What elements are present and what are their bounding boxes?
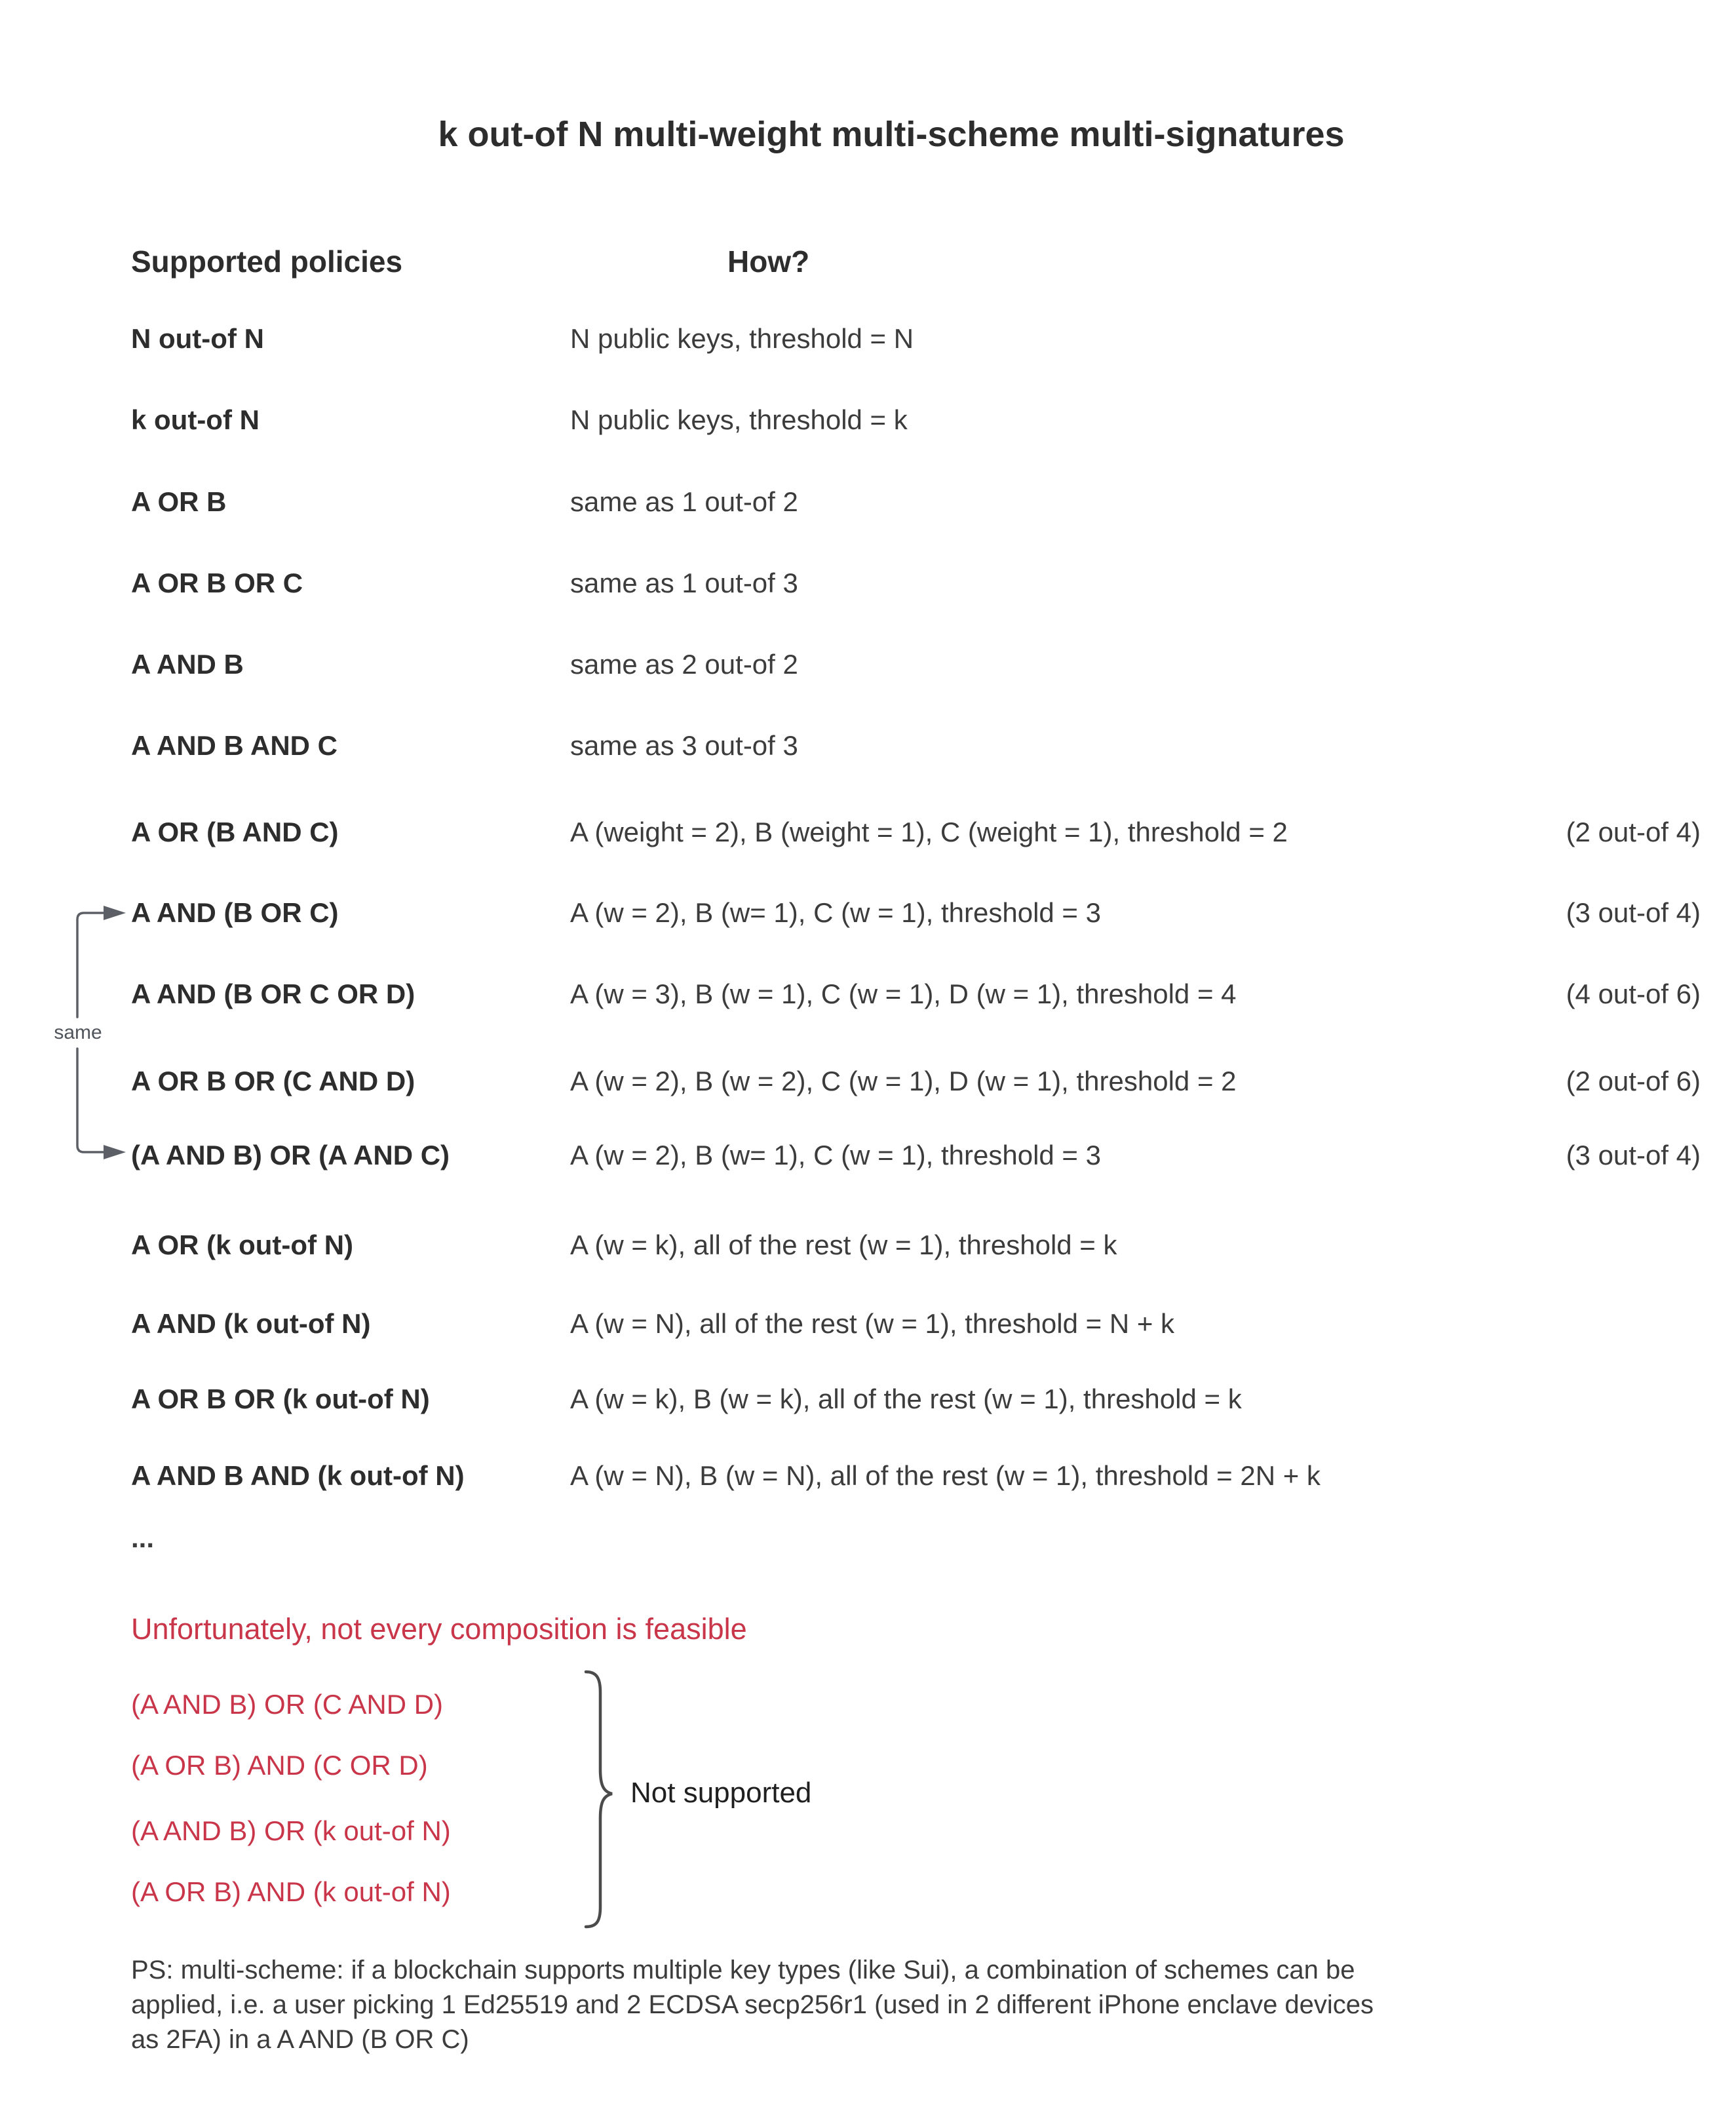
infeasible-heading: Unfortunately, not every composition is feasible [131,1612,747,1646]
footnote-line: PS: multi-scheme: if a blockchain supports multiple key types (like Sui), a combination of schemes can be [131,1956,1355,1984]
equivalence-note: (2 out-of 4) [1566,817,1701,847]
policy-label: A AND B [131,649,244,680]
how-text: A (w = N), B (w = N), all of the rest (w = 1), threshold = 2N + k [570,1460,1321,1491]
how-text: A (w = N), all of the rest (w = 1), threshold = N + k [570,1308,1175,1339]
how-text: N public keys, threshold = N [570,323,914,354]
policy-label: N out-of N [131,323,264,354]
policy-label: A AND (k out-of N) [131,1308,371,1339]
page-title: k out-of N multi-weight multi-scheme multi-signatures [438,115,1345,154]
policy-label: A OR (B AND C) [131,817,339,847]
how-text: A (w = k), all of the rest (w = 1), threshold = k [570,1229,1117,1260]
column-header-policies: Supported policies [131,244,403,279]
policy-label: A AND B AND C [131,730,338,761]
equivalence-note: (3 out-of 4) [1566,897,1701,928]
how-text: same as 1 out-of 3 [570,568,798,598]
how-text: A (w = 2), B (w = 2), C (w = 1), D (w = 1), threshold = 2 [570,1066,1237,1096]
footnote-line: as 2FA) in a A AND (B OR C) [131,2025,469,2054]
how-text: A (weight = 2), B (weight = 1), C (weight = 1), threshold = 2 [570,817,1288,847]
policy-label: A OR B [131,486,227,517]
policy-label: A AND B AND (k out-of N) [131,1460,465,1491]
policy-label: (A AND B) OR (A AND C) [131,1140,450,1170]
policy-label: A AND (B OR C) [131,897,339,928]
how-text: same as 1 out-of 2 [570,486,798,517]
policy-label: A AND (B OR C OR D) [131,978,415,1009]
how-text: A (w = k), B (w = k), all of the rest (w = 1), threshold = k [570,1383,1242,1414]
how-text: A (w = 3), B (w = 1), C (w = 1), D (w = 1), threshold = 4 [570,978,1237,1009]
equivalence-note: (2 out-of 6) [1566,1066,1701,1096]
how-text: A (w = 2), B (w= 1), C (w = 1), threshold = 3 [570,1140,1101,1170]
how-text: A (w = 2), B (w= 1), C (w = 1), threshold = 3 [570,897,1101,928]
infeasible-item: (A OR B) AND (C OR D) [131,1750,428,1781]
footnote-line: applied, i.e. a user picking 1 Ed25519 and 2 ECDSA secp256r1 (used in 2 different iPhone enclave devices [131,1990,1374,2019]
how-text: same as 3 out-of 3 [570,730,798,761]
policy-label: A OR B OR (k out-of N) [131,1383,430,1414]
column-header-how: How? [727,244,810,279]
equivalence-note: (3 out-of 4) [1566,1140,1701,1170]
how-text: N public keys, threshold = k [570,404,908,435]
infeasible-item: (A OR B) AND (k out-of N) [131,1876,451,1907]
same-annotation-label: same [38,1021,118,1045]
policy-label: A OR B OR (C AND D) [131,1066,415,1096]
infeasible-item: (A AND B) OR (C AND D) [131,1689,444,1720]
policy-label: A OR (k out-of N) [131,1229,354,1260]
infeasible-item: (A AND B) OR (k out-of N) [131,1815,451,1846]
more-rows-ellipsis: ... [131,1522,155,1553]
policy-label: A OR B OR C [131,568,303,598]
how-text: same as 2 out-of 2 [570,649,798,680]
not-supported-label: Not supported [630,1777,812,1809]
equivalence-note: (4 out-of 6) [1566,978,1701,1009]
policy-label: k out-of N [131,404,260,435]
